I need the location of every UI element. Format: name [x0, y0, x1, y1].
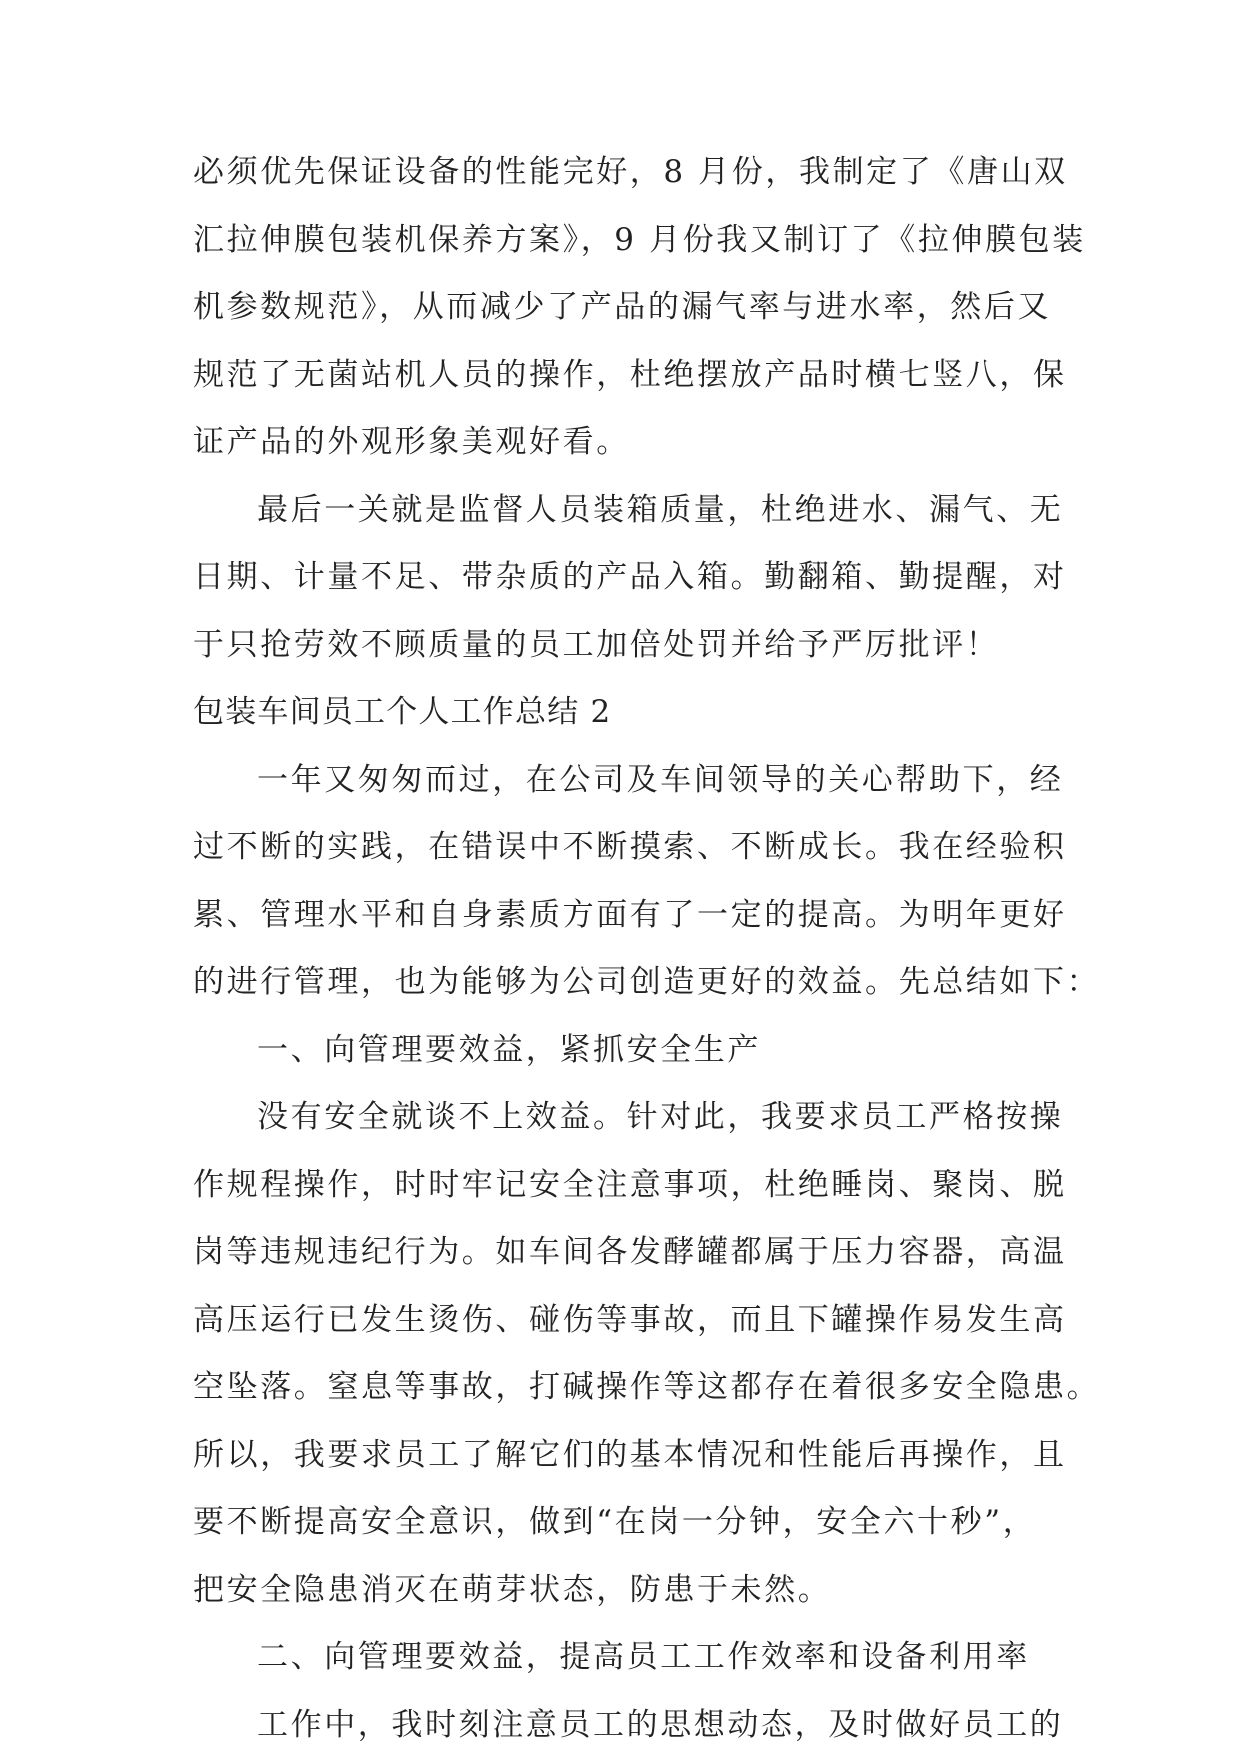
- text-line: 作规程操作，时时牢记安全注意事项，杜绝睡岗、聚岗、脱: [193, 1152, 1049, 1220]
- text-line: 所以，我要求员工了解它们的基本情况和性能后再操作，且: [193, 1422, 1049, 1490]
- text-line: 于只抢劳效不顾质量的员工加倍处罚并给予严厉批评！: [193, 612, 1049, 680]
- text-line: 岗等违规违纪行为。如车间各发酵罐都属于压力容器，高温: [193, 1219, 1049, 1287]
- text-line: 高压运行已发生烫伤、碰伤等事故，而且下罐操作易发生高: [193, 1287, 1049, 1355]
- text-line: 必须优先保证设备的性能完好，8 月份，我制定了《唐山双: [193, 139, 1049, 207]
- text-line: 把安全隐患消灭在萌芽状态，防患于未然。: [193, 1557, 1049, 1625]
- text-line: 机参数规范》，从而减少了产品的漏气率与进水率，然后又: [193, 274, 1049, 342]
- subheading-safety: 一、向管理要效益，紧抓安全生产: [193, 1017, 1049, 1085]
- paragraph-start-line: 最后一关就是监督人员装箱质量，杜绝进水、漏气、无: [193, 477, 1049, 545]
- text-line: 汇拉伸膜包装机保养方案》，9 月份我又制订了《拉伸膜包装: [193, 207, 1049, 275]
- paragraph-start-line: 没有安全就谈不上效益。针对此，我要求员工严格按操: [193, 1084, 1049, 1152]
- text-line: 证产品的外观形象美观好看。: [193, 409, 1049, 477]
- section-title: 包装车间员工个人工作总结 2: [193, 679, 1049, 747]
- text-line: 规范了无菌站机人员的操作，杜绝摆放产品时横七竖八，保: [193, 342, 1049, 410]
- text-line: 的进行管理，也为能够为公司创造更好的效益。先总结如下：: [193, 949, 1049, 1017]
- text-line: 累、管理水平和自身素质方面有了一定的提高。为明年更好: [193, 882, 1049, 950]
- paragraph-start-line: 一年又匆匆而过，在公司及车间领导的关心帮助下，经: [193, 747, 1049, 815]
- document-body: [193, 139, 1049, 1759]
- text-line: 要不断提高安全意识，做到“在岗一分钟，安全六十秒”，: [193, 1489, 1049, 1557]
- subheading-efficiency: 二、向管理要效益，提高员工工作效率和设备利用率: [193, 1624, 1049, 1692]
- text-line: 空坠落。窒息等事故，打碱操作等这都存在着很多安全隐患。: [193, 1354, 1049, 1422]
- paragraph-start-line: 工作中，我时刻注意员工的思想动态，及时做好员工的: [193, 1692, 1049, 1759]
- text-line: 日期、计量不足、带杂质的产品入箱。勤翻箱、勤提醒，对: [193, 544, 1049, 612]
- text-line: 过不断的实践，在错误中不断摸索、不断成长。我在经验积: [193, 814, 1049, 882]
